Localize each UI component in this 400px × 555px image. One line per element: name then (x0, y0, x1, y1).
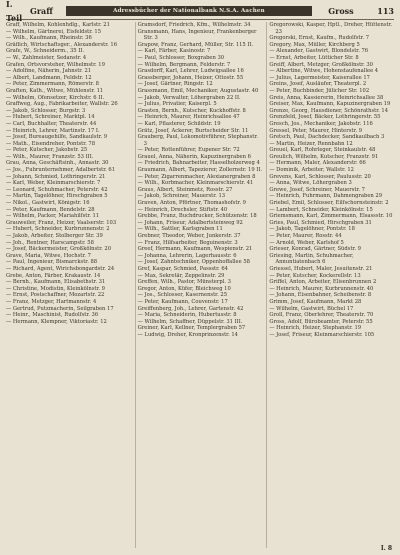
directory-entry: — Jos., Schlosser, Kasernenstr. 25 (137, 292, 227, 299)
directory-entry: Graumann, Albert, Tapezierer, Zollernstr. 19 II. (137, 167, 263, 174)
directory-entry: Greiser, Max, Kaufmann, Kapuzinergraben 19 (269, 101, 391, 108)
directory-entry: Gransmann, Hans, Ingenieur, Frankenberger Str. 3 (137, 28, 257, 42)
directory-entry: Graven, Anton, Pförtner, Thomashofstr. 9 (137, 200, 246, 207)
column-2 (135, 22, 263, 548)
directory-entry: Griffel, Anton, Arbeiter, Elisenbrunnen 2 (269, 279, 377, 286)
directory-entry: Gregorski, Ernst, Kaufm., Rudolfstr. 7 (269, 35, 369, 42)
directory-entry: — Joh., Rentner, Harscampstr. 58 (6, 239, 94, 246)
directory-entry: — Heinrich, Heizer, Stephanstr. 19 (269, 325, 362, 332)
column-3 (266, 22, 394, 548)
directory-entry: — Peter, Buchbinder, Jülicher Str. 102 (269, 87, 370, 94)
directory-entry: — Peter, Zigarrenmacher, Alexianergraben 8 (137, 173, 256, 180)
directory-entry: Grevens, Karl, Schlosser, Paulusstr. 20 (269, 173, 371, 180)
directory-entry: Grasdorff, Karl, Lehrer, Ludwigsallee 16 (137, 68, 244, 75)
directory-entry: — Heinrich, Drechsler, Stiftstr. 40 (137, 206, 228, 213)
directory-entry: Greffen, Wilh., Pastor, Münsterpl. 3 (137, 279, 231, 286)
directory-entry: — Karl, Pflasterer, Schildstr. 19 (137, 120, 221, 127)
directory-entry: — Adolfine, Näherin, Jahnstr. 21 (6, 68, 92, 75)
directory-entry: — Albertine, Witwe, Hohenstaufenallee 4 (269, 68, 379, 75)
directory-entry: Griesing, Martin, Schuhmacher, Annuntiatenbach 6 (269, 252, 354, 266)
directory-entry: Grave, Maria, Witwe, Hochstr. 7 (6, 252, 91, 259)
header-rule (6, 19, 394, 20)
directory-entry: Grauel, Anna, Näherin, Kapuzinergraben 6 (137, 153, 251, 160)
directory-entry: — Josef, Gärtner, Ringstr. 12 (137, 81, 213, 88)
directory-entry: — Martin, Heizer, Rennbahn 12 (269, 140, 353, 147)
keyword-right: Gross (328, 6, 354, 16)
directory-entry: — Ernst, Postschaffner, Mozartstr. 22 (6, 292, 105, 299)
directory-entry: Gräflich, Wirtschaftsger., Alexanderstr. 16 (6, 41, 118, 48)
directory-entry: — Julius, Privatier, Kaiserpl. 5 (137, 101, 217, 108)
directory-entry: Greuel, Karl, Rohrleger, Steinkaulstr. 48 (269, 147, 376, 154)
page-number: 113 (377, 6, 394, 16)
directory-entry: — Jakob, Tagelöhner, Pontstr. 18 (269, 226, 355, 233)
directory-entry: — Bernh., Kaufmann, Elisabethstr. 31 (6, 279, 106, 286)
directory-entry: Groll, Franz, Oberlehrer, Theaterstr. 70 (269, 312, 374, 319)
keyword-left: Graff (30, 6, 53, 16)
directory-entry: — Hermann, Maler, Alexanderstr. 66 (269, 160, 366, 167)
directory-entry: — Karl, Färber, Kasinostr. 7 (137, 48, 211, 55)
directory-entry: Grebbe, Franz, Buchdrucker, Schützenstr. 18 (137, 213, 257, 220)
directory-entry: Grafe, W., Schneiderm., 35 II. (6, 48, 84, 55)
directory-entry: — Wilhelm, Bergmann, Felderstr. 7 (137, 61, 231, 68)
directory-entry: Grenzfeld, Josef, Bäcker, Lothringerstr. 55 (269, 114, 381, 121)
directory-entry: — Wilhelm, Ofensetzer, Kirchstr. 6 II. (6, 94, 105, 101)
directory-entry: — Josef, Bureaugehilfe, Sandkaulstr. 9 (6, 134, 108, 141)
directory-entry: — Peter, Kaufmann, Couvenstr. 17 (137, 298, 228, 305)
directory-entry: Grauberg, Paul, Lokomotivführer, Stephanstr. 3 (137, 134, 258, 147)
directory-entry: — Johann, Friseur, Adalbertsteinweg 92 (137, 219, 243, 226)
directory-entry: Greiff, Albert, Metzger, Großkölnstr. 30 (269, 61, 373, 68)
directory-entry: — Paul, Ingenieur, Bismarckstr. 88 (6, 259, 98, 266)
directory-entry: Grauweiler, Franz, Heizer, Vaalserstr. 103 (6, 219, 117, 226)
directory-entry: Grassmann, Emil, Mechaniker, Augustastr. 40 (137, 87, 259, 94)
directory-entry: — Peter, Kutscher, Kockerellstr. 13 (269, 272, 361, 279)
directory-entry: Gregorowski, Kasper, Hptl., Dreher, Hüttenstr. 23 (269, 22, 393, 35)
directory-entry: — Carl, Buchhalter, Theaterstr. 44 (6, 120, 97, 127)
directory-entry: — Martin, Tagelöhner, Hirschgraben 5 (6, 193, 108, 200)
directory-entry: — Peter, Kutscher, Jakobstr. 25 (6, 147, 88, 154)
directory-entry: — Peter, Maurer, Rosstr. 44 (269, 233, 342, 239)
signature-mark: I. 8 (380, 545, 392, 552)
directory-entry: — Paul, Schlosser, Boxgraben 30 (137, 54, 225, 61)
directory-entry: — Christine, Modistin, Kleinkölnstr. 9 (6, 285, 105, 292)
directory-entry: — Franz, Hilfsarbeiter, Beguinenstr. 3 (137, 239, 238, 246)
directory-entry: Greiner, Karl, Kellner, Templergraben 57 (137, 325, 246, 332)
directory-entry: — Dominik, Arbeiter, Wallstr. 12 (269, 167, 354, 174)
directory-entry: — Johann, Eisenbahner, Scheibenstr. 8 (269, 292, 372, 299)
directory-entry: — Anna, Witwe, Löhergraben 3 (269, 180, 352, 187)
directory-entry: — Peter, Kaufmann, Bendelstr. 28 (6, 206, 95, 213)
directory-entry: — Wilh., Kaufmann, Rheinstr. 36 (6, 35, 92, 42)
directory-entry: — Wilhelm, Schaffner, Düppelstr. 31 III. (137, 318, 243, 325)
directory-entry: — Alexander, Gastwirt, Blondelstr. 76 (269, 48, 369, 55)
directory-entry: Griessel, Hubert, Maler, Jesuitenstr. 21 (269, 265, 373, 272)
directory-entry: — Karl, Weber, Kleinmarschierstr. 7 (6, 180, 101, 187)
directory-entry: — Jakob, Verwalter, Löhergraben 22 II. (137, 94, 241, 101)
directory-entry: Griemsmann, Karl, Zimmermann, Elsassstr. 10 (269, 213, 393, 220)
directory-entry: — Friedrich, Bahnarbeiter, Hasselholzerweg 4 (137, 160, 260, 167)
directory-entry: Greins, Josef, Ausläufer, Theaterpl. 2 (269, 81, 367, 88)
directory-entry: Grau, Anna, Geschäftsinh., Annastr. 30 (6, 160, 109, 167)
directory-entry: Gretsch, Paul, Dachdecker, Sandkaulbach 3 (269, 134, 385, 141)
directory-entry: Graff, Wilhelm, Kohlenhdlg., Karlstr. 21 (6, 22, 110, 28)
directory-entry: Greulich, Wilhelm, Kutscher, Franzstr. 91 (269, 153, 379, 160)
directory-entry: — Johanna, Lehrerin, Lagerhausstr. 6 (137, 252, 237, 259)
directory-entry: — Heinrich, Fuhrmann, Dahmengraben 29 (269, 193, 383, 200)
directory-entry: Graffweg, Aug., Fabrikarbeiter, Wallstr. 26 (6, 101, 118, 108)
directory-entry: Gressel, Peter, Maurer, Hinterstr. 9 (269, 127, 362, 134)
directory-entry: Grafen, Ortsvorsteher, Wilhelmstr. 19 (6, 61, 105, 68)
directory-entry: — Jakob, Schlosser, Burgstr. 3 (6, 107, 86, 114)
directory-entry: — Jos., Fuhrunternehmer, Adalbertstr. 61 (6, 167, 116, 174)
directory-entry: — Ernst, Arbeiter, Lütticher Str. 8 (269, 54, 359, 61)
header-title: Adressbücher der Nationalbank N.S.A. Aachen (66, 6, 312, 16)
directory-entry: Gramsdorf, Friedrich, Kfm., Wilhelmstr. 34 (137, 22, 251, 28)
directory-entry: Gregory, Max, Müller, Kirchberg 5 (269, 41, 360, 48)
directory-entry: Gross, Adolf, Bürobeamter, Peterstr. 55 (269, 318, 373, 325)
directory-entry: — Peter, Zimmermann, Römerstr. 8 (6, 81, 99, 88)
directory-entry: — Franz, Metzger, Hartmannstr. 4 (6, 298, 97, 305)
directory-entry: — Jakob, Schreiner, Mauerstr. 13 (137, 193, 226, 200)
directory-entry: Grasten, Bernh., Kutscher, Kuckhoffstr. 8 (137, 107, 246, 114)
directory-entry: — Peter, Rottenführer, Eupener Str. 72 (137, 147, 240, 154)
directory-entry: Grätz, Josef, Ackerer, Burtscheider Str. 11 (137, 127, 249, 134)
directory-entry: — Wilhelm, Gastwirt, Büchel 17 (269, 305, 354, 312)
directory-entry: — Richard, Agent, Wirichsbongardstr. 24 (6, 265, 115, 272)
directory-entry: Gries, Paul, Schmied, Hirschgraben 31 (269, 219, 372, 226)
directory-entry: — Ludwig, Dreher, Kronprinzenstr. 14 (137, 331, 238, 338)
directory-entry: — Wilhelm, Gärtnerei, Eisfeldstr. 15 (6, 28, 102, 35)
directory-entry: — Josef, Bäckermeister, Großkölnstr. 20 (6, 246, 112, 253)
directory-entry: — Jakob, Arbeiter, Stolberger Str. 39 (6, 233, 103, 239)
directory-entry: Gref, Kaspar, Schmied, Passstr. 64 (137, 265, 228, 272)
directory-entry: Grebner, Theodor, Weber, Junkerstr. 37 (137, 233, 241, 239)
directory-entry: — Arnold, Weber, Karlshof 5 (269, 239, 344, 246)
directory-entry: Griebel, Emil, Schlosser, Eilfschornsteinstr. 2 (269, 200, 389, 207)
directory-entry: — Maria, Schneiderin, Hubertusstr. 8 (137, 312, 237, 319)
directory-entry: Graften, Kath., Witwe, Mühlenstr. 11 (6, 87, 104, 94)
directory-entry: — Hubert, Schneider, Kurbrunnenstr. 2 (6, 226, 110, 233)
entry-columns (6, 22, 394, 548)
directory-entry: Greef, Hermann, Kaufmann, Wespienstr. 21 (137, 246, 253, 253)
directory-entry: Grieser, Konrad, Gärtner, Südstr. 9 (269, 246, 361, 253)
directory-entry: — Wilh., Sattler, Karlsgraben 11 (137, 226, 223, 233)
directory-entry: — Lambert, Schneider, Kleinkölnstr. 15 (269, 206, 373, 213)
directory-entry: — W., Zahlmeister, Sedanstr. 4 (6, 54, 87, 61)
directory-entry: — Nikol., Gastwirt, Königstr. 16 (6, 200, 90, 207)
page-header (6, 0, 394, 23)
directory-entry: Graus, Albert, Steinmetz, Rosstr. 27 (137, 186, 233, 193)
column-1 (6, 22, 131, 548)
directory-entry: Gregor, Anton, Küfer, Bleichweg 10 (137, 285, 231, 292)
directory-entry: — Heinrich, Maurer, Heinrichsallee 47 (137, 114, 240, 121)
directory-entry: — Max, Sekretär, Zeppelinstr. 29 (137, 272, 225, 279)
directory-entry: Gresch, Jos., Mechaniker, Jakobstr. 116 (269, 120, 373, 127)
directory-entry: Grenze, Georg, Hausdiener, Schönrathstr. 14 (269, 107, 389, 114)
directory-entry: Grimm, Josef, Kaufmann, Markt 28 (269, 298, 362, 305)
directory-entry: Grassberger, Johann, Heizer, Ottostr. 55 (137, 74, 244, 81)
directory-entry: — Wilh., Maurer, Franzstr. 53 III. (6, 153, 94, 160)
directory-entry: Grebe, Anton, Färber, Krakaustr. 14 (6, 272, 101, 279)
directory-entry: — Heinrich, Maurer, Kurbrunnenstr. 40 (269, 285, 374, 292)
directory-entry: — Julius, Lagermeister, Kaiserallee 17 (269, 74, 370, 81)
directory-entry: — Josef, Friseur, Kleinmarschierstr. 105 (269, 331, 375, 338)
directory-entry: Grapow, Franz, Gerhard, Müller, Str. 115 II. (137, 41, 254, 48)
directory-entry: — Wilh., Korbmacher, Kleinmarschierstr. 41 (137, 180, 254, 187)
directory-entry: — Wilhelm, Packer, Mariahilfstr. 11 (6, 213, 100, 220)
directory-entry: — Johann, Schmied, Lothringerstr. 21 (6, 173, 106, 180)
directory-entry: Greiffenberg, Joh., Lehrer, Gartenstr. 42 (137, 305, 244, 312)
directory-entry: — Math., Eisendreher, Pontstr. 78 (6, 140, 96, 147)
directory-entry: Greis, Anna, Kassiererin, Heinrichsallee 38 (269, 94, 384, 101)
directory-entry: — Heinrich, Lehrer, Martinstr. 17 I. (6, 127, 100, 134)
directory-entry: — Hubert, Schreiner, Marktpl. 14 (6, 114, 95, 121)
directory-entry: — Albert, Landmann, Feldstr. 12 (6, 74, 92, 81)
directory-entry: — Hermann, Klempner, Viktoriastr. 12 (6, 318, 107, 325)
directory-entry: — Leonard, Schuhmacher, Peterstr. 42 (6, 186, 108, 193)
directory-entry: — Josef, Zahntechniker, Oppenhoffallee 58 (137, 259, 250, 266)
part-label: I. Teil (6, 0, 23, 23)
directory-entry: — Gertrud, Putzmacherin, Seilgraben 17 (6, 305, 114, 312)
directory-entry: Grewe, Josef, Schreiner, Mauerstr. 7 (269, 186, 365, 193)
directory-entry: — Heinr., Maschinist, Rudolfstr. 36 (6, 312, 99, 319)
